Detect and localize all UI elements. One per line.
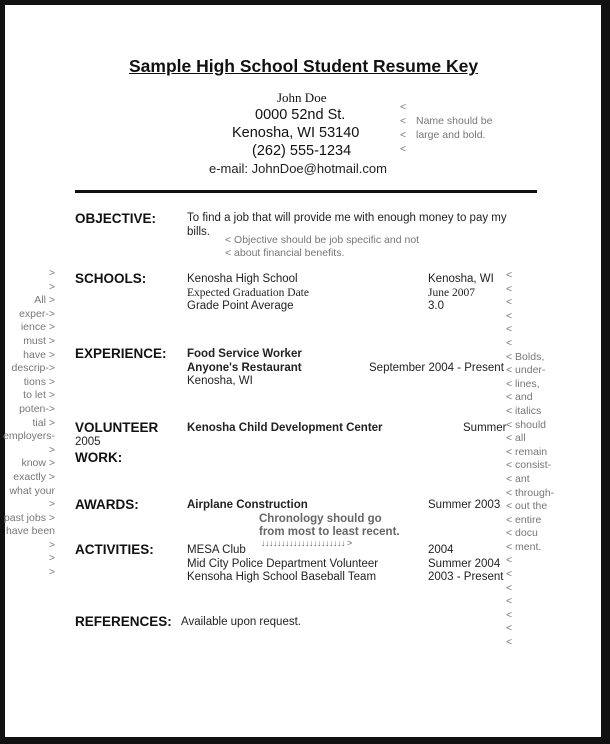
right-annotation-line: < italics: [506, 404, 542, 417]
left-annotation-line: what your >: [9, 484, 55, 511]
left-annotation: [3, 267, 55, 580]
right-annotation-line: < ment.: [506, 540, 542, 553]
name-note-line-2: large and bold.: [416, 129, 486, 141]
left-annotation-line: have been >: [5, 525, 55, 551]
left-annotation-line: All >: [34, 294, 55, 307]
right-annotation-line: < all: [506, 432, 526, 445]
left-annotation-line: tial >: [32, 416, 55, 429]
right-annotation-line: <: [506, 608, 513, 621]
left-annotation-line: must >: [23, 334, 55, 347]
right-annotation-line: <: [506, 595, 513, 608]
contact-phone: (262) 555-1234: [252, 143, 352, 159]
contact-name: John Doe: [277, 90, 327, 105]
activity-3: Kensoha High School Baseball Team: [187, 571, 377, 583]
left-annotation-line: >: [48, 280, 55, 293]
right-annotation-line: < consist-: [506, 459, 552, 472]
resume-page: [5, 5, 601, 737]
left-annotation-line: >: [48, 566, 55, 579]
right-annotation-line: < lines,: [506, 377, 540, 390]
left-annotation-line: ience >: [20, 321, 55, 334]
experience-heading: EXPERIENCE:: [75, 346, 167, 361]
activity-1-date: 2004: [428, 544, 454, 556]
job-location: Kenosha, WI: [187, 375, 253, 387]
right-annotation-line: <: [506, 636, 513, 649]
right-annotation-line: <: [506, 568, 513, 581]
left-annotation-line: poten->: [19, 402, 55, 415]
objective-note-2: < about financial benefits.: [225, 247, 345, 259]
graduation-label: Expected Graduation Date: [187, 287, 309, 299]
school-name: Kenosha High School: [187, 273, 298, 285]
objective-heading: OBJECTIVE:: [75, 211, 157, 226]
name-note-mark-2: <: [400, 115, 407, 127]
left-annotation-line: >: [48, 552, 55, 565]
activity-2: Mid City Police Department Volunteer: [187, 558, 379, 570]
left-annotation-line: exactly >: [13, 470, 55, 483]
activity-1: MESA Club: [187, 544, 246, 556]
left-annotation-line: tions >: [23, 375, 55, 388]
left-annotation-line: exper->: [19, 307, 55, 320]
name-note-mark-1: <: [400, 101, 407, 113]
job-dates: September 2004 - Present: [369, 362, 504, 374]
award-item: Airplane Construction: [187, 499, 308, 511]
right-annotation-line: <: [506, 581, 513, 594]
objective-line-1: To find a job that will provide me with enough money to pay my: [187, 212, 507, 224]
schools-heading: SCHOOLS:: [75, 271, 147, 286]
right-annotation-line: <: [506, 323, 513, 336]
volunteer-work-heading: WORK:: [75, 450, 123, 465]
contact-city: Kenosha, WI 53140: [232, 125, 360, 141]
resume-title: Sample High School Student Resume Key: [129, 56, 479, 76]
contact-street: 0000 52nd St.: [255, 107, 346, 123]
award-date: Summer 2003: [428, 499, 501, 511]
right-annotation-line: < ant: [506, 472, 530, 485]
left-annotation-line: know >: [21, 457, 55, 470]
gpa-value: 3.0: [428, 300, 444, 312]
chronology-arrows: ↓↓↓↓↓↓↓↓↓↓↓↓↓↓↓↓↓↓↓↓↓ >: [261, 538, 352, 548]
chronology-note-1: Chronology should go: [259, 513, 382, 525]
right-annotation-line: < and: [506, 391, 533, 404]
contact-email: e-mail: JohnDoe@hotmail.com: [209, 161, 387, 176]
graduation-date: June 2007: [428, 287, 475, 299]
activity-3-date: 2003 - Present: [428, 571, 504, 583]
right-annotation-line: <: [506, 282, 513, 295]
references-text: Available upon request.: [181, 616, 301, 628]
volunteer-year: 2005: [75, 436, 101, 448]
right-annotation-line: < out the: [506, 500, 548, 513]
name-note-mark-4: <: [400, 143, 407, 155]
employer-name: Anyone's Restaurant: [187, 362, 302, 374]
volunteer-heading: VOLUNTEER: [75, 420, 159, 435]
chronology-note-2: from most to least recent.: [259, 526, 400, 538]
left-annotation-line: past jobs >: [3, 511, 55, 524]
volunteer-dates: Summer: [463, 422, 507, 434]
activities-heading: ACTIVITIES:: [75, 542, 154, 557]
activity-2-date: Summer 2004: [428, 558, 501, 570]
right-annotation-line: < should: [506, 418, 546, 431]
right-annotation-line: <: [506, 554, 513, 567]
right-annotation-line: < through-: [506, 486, 555, 499]
left-annotation-line: descrip->: [11, 362, 55, 375]
objective-line-2: bills.: [187, 226, 211, 238]
right-annotation-line: <: [506, 622, 513, 635]
right-annotation-line: <: [506, 309, 513, 322]
header-divider: [75, 190, 537, 193]
left-annotation-line: employers->: [3, 430, 55, 456]
awards-heading: AWARDS:: [75, 497, 139, 512]
right-annotation-line: < under-: [506, 364, 546, 377]
right-annotation-line: < entire: [506, 513, 542, 526]
school-location: Kenosha, WI: [428, 273, 494, 285]
job-title: Food Service Worker: [187, 348, 302, 360]
right-annotation-line: <: [506, 336, 513, 349]
left-annotation-line: have >: [23, 348, 55, 361]
right-annotation-line: < docu: [506, 527, 538, 540]
name-note-mark-3: <: [400, 129, 407, 141]
name-note-line-1: Name should be: [416, 115, 493, 127]
right-annotation-line: <: [506, 269, 513, 281]
volunteer-org: Kenosha Child Development Center: [187, 422, 383, 434]
gpa-label: Grade Point Average: [187, 300, 294, 312]
right-annotation: [506, 269, 554, 650]
left-annotation-line: >: [48, 267, 55, 279]
right-annotation-line: <: [506, 296, 513, 309]
left-annotation-line: to let >: [23, 389, 55, 402]
objective-note-1: < Objective should be job specific and not: [225, 234, 420, 246]
right-annotation-line: < Bolds,: [506, 350, 545, 363]
references-heading: REFERENCES:: [75, 614, 172, 629]
right-annotation-line: < remain: [506, 445, 548, 458]
